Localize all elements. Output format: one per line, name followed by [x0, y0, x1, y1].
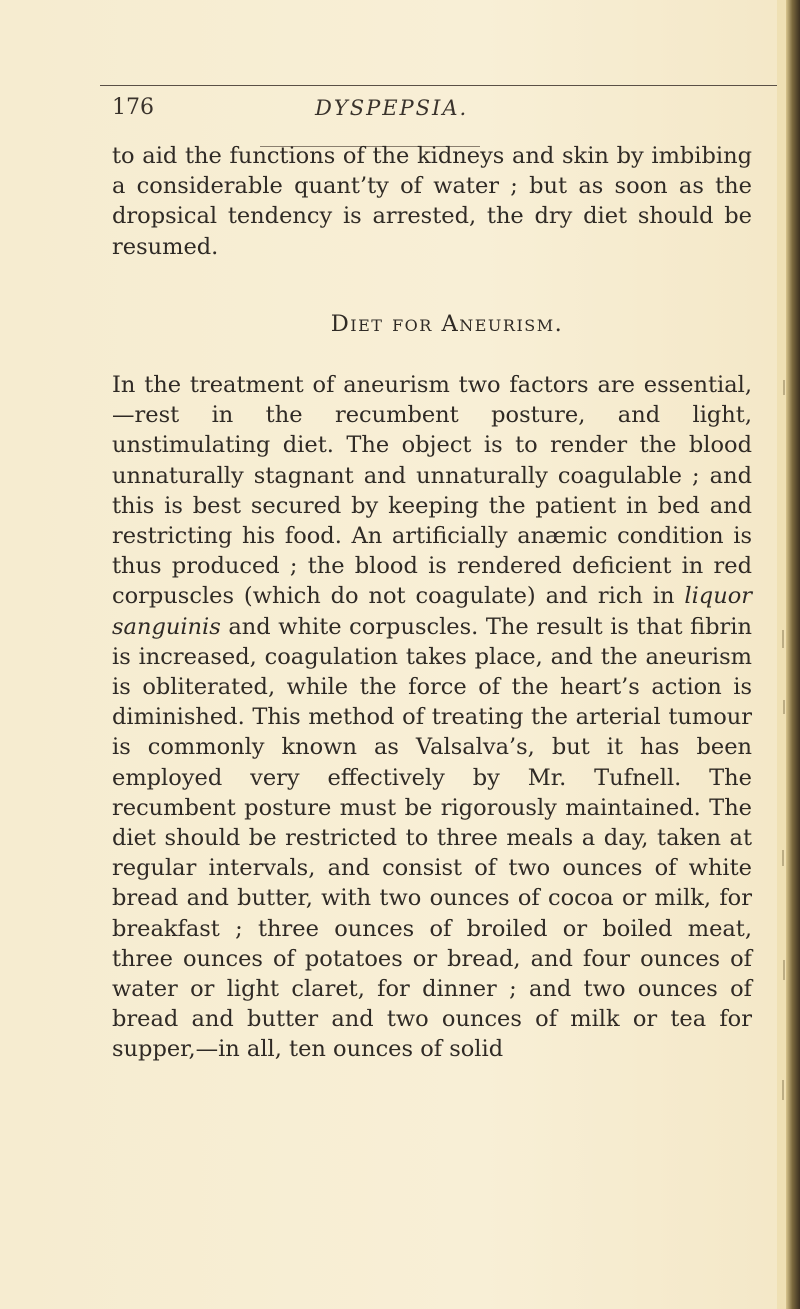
- paragraph-text-part2: and white corpuscles. The result is that fibrin is increased, coagulation takes place, and the aneurism is obliterated, while the force of the heart’s action is diminished. This method of treating the arterial tumour is commonly known as Valsalva’s, but it has been employed very effectively by Mr. Tufnell. The recumbent posture must be rigorously maintained. The diet should be restricted to three meals a day, taken at regular intervals, and consist of two ounces of white bread and butter, with two ounces of cocoa or milk, for breakfast ; three ounces of broiled or boiled meat, three ounces of potatoes or bread, and four ounces of water or light claret, for dinner ; and two ounces of bread and butter and two ounces of milk or tea for supper,—in all, ten ounces of solid: [112, 613, 752, 1063]
- paragraph-text-part1: In the treatment of aneurism two factors are essential,—rest in the recumbent posture, and light, unstimulating diet. The object is to render the blood unnaturally stagnant and unnaturally coagulable ; and this is best secured by keeping the patient in bed and restricting his food. An artificially anæmic condition is thus produced ; the blood is rendered deficient in red corpuscles (which do not coagulate) and rich in: [112, 372, 752, 610]
- body-text: [112, 141, 752, 1065]
- running-head: DYSPEPSIA.: [315, 96, 469, 120]
- paragraph-continued: to aid the functions of the kidneys and skin by imbibing a considerable quant’ty of water ; but as soon as the dropsical tendency is arrested, the dry diet should be resumed.: [112, 143, 752, 260]
- section-heading: Diet for Aneurism.: [330, 310, 564, 337]
- top-rule: [100, 85, 780, 86]
- paragraph-aneurism: [112, 370, 752, 1065]
- page-header: [112, 95, 762, 135]
- book-binding-edge: [786, 0, 800, 1309]
- paragraph-italic-term: liquor sanguinis: [112, 583, 752, 640]
- page-number: 176: [112, 95, 154, 120]
- binding-shadow: [777, 0, 786, 1309]
